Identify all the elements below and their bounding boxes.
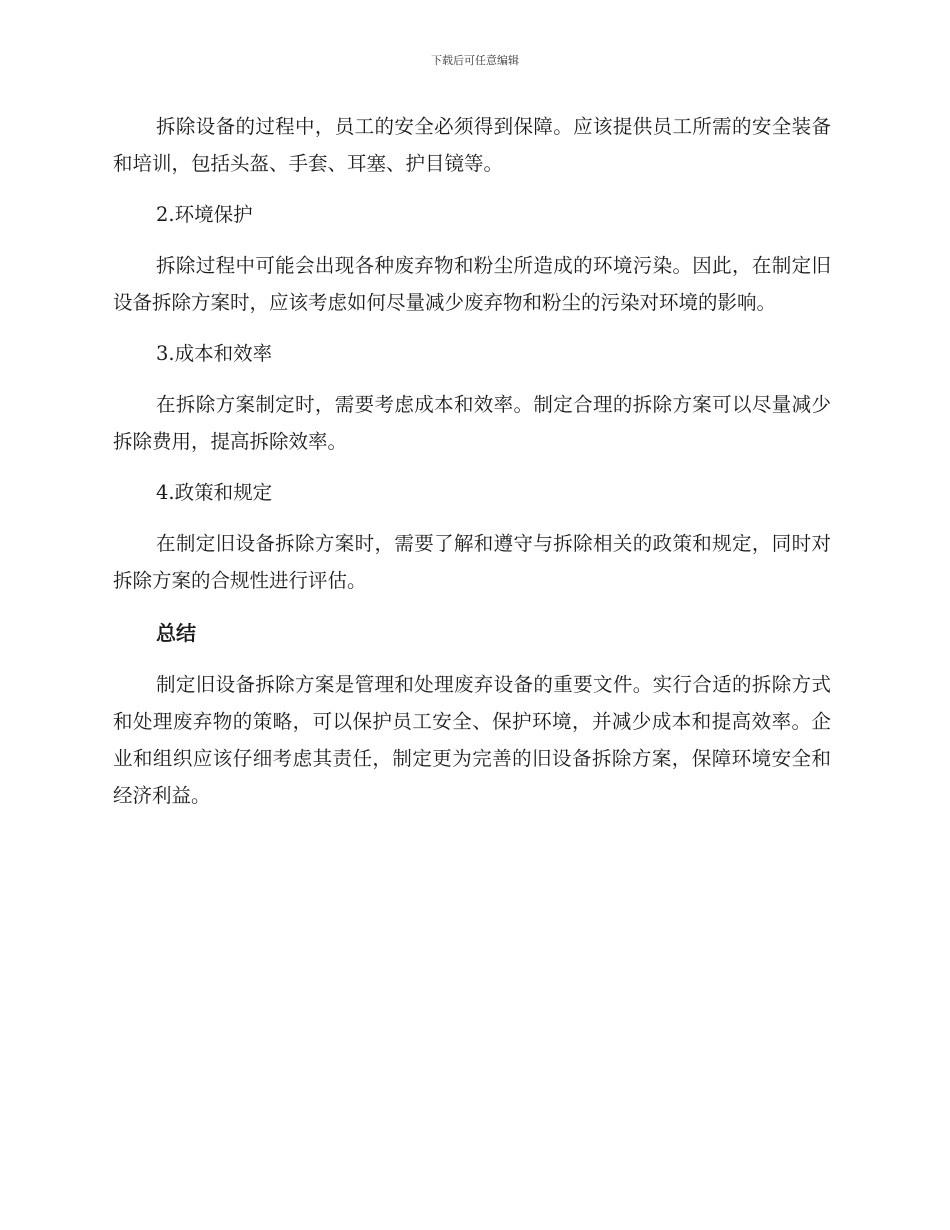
paragraph-safety: 拆除设备的过程中，员工的安全必须得到保障。应该提供员工所需的安全装备和培训，包括头盔、手套、耳塞、护目镜等。: [113, 115, 831, 175]
summary-title: 总结: [156, 621, 196, 645]
heading-policy: 4.政策和规定: [156, 481, 273, 504]
summary-paragraph: 制定旧设备拆除方案是管理和处理废弃设备的重要文件。实行合适的拆除方式和处理废弃物的策略，可以保护员工安全、保护环境，并减少成本和提高效率。企业和组织应该仔细考虑其责任，制定更为完善的旧设备拆除方案，保障环境安全和经济利益。: [113, 673, 831, 807]
heading-cost-efficiency: 3.成本和效率: [156, 342, 273, 365]
paragraph-cost-efficiency: 在拆除方案制定时，需要考虑成本和效率。制定合理的拆除方案可以尽量减少拆除费用，提高拆除效率。: [113, 393, 831, 453]
heading-environment: 2.环境保护: [156, 203, 253, 226]
document-body: [113, 108, 831, 814]
paragraph-environment: 拆除过程中可能会出现各种废弃物和粉尘所造成的环境污染。因此，在制定旧设备拆除方案时，应该考虑如何尽量减少废弃物和粉尘的污染对环境的影响。: [113, 254, 831, 314]
paragraph-policy: 在制定旧设备拆除方案时，需要了解和遵守与拆除相关的政策和规定，同时对拆除方案的合规性进行评估。: [113, 532, 831, 592]
page-header: 下载后可任意编辑: [431, 54, 519, 67]
